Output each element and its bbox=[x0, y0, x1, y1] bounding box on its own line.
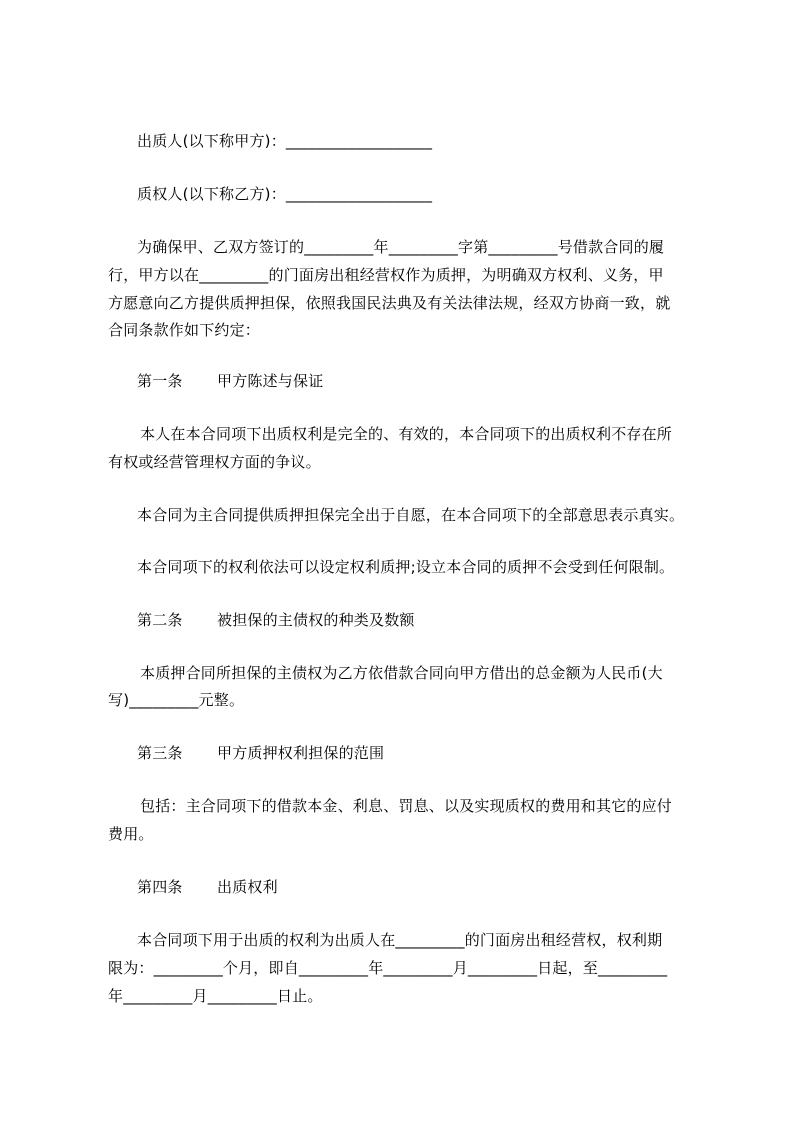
article-3-p1-line-2: 费用。 bbox=[108, 825, 154, 843]
article-4-heading bbox=[137, 877, 278, 897]
article-4-p1-line-1: 本合同项下用于出质的权利为出质人在_________的门面房出租经营权，权利期 bbox=[137, 931, 663, 949]
article-4-p1-line-3: 年_________月_________日止。 bbox=[108, 987, 323, 1005]
article-3-number: 第三条 bbox=[137, 744, 183, 762]
preamble-line-3: 方愿意向乙方提供质押担保，依照我国民法典及有关法律法规，经双方协商一致，就 bbox=[108, 294, 671, 312]
article-2-number: 第二条 bbox=[137, 611, 183, 629]
pledgee-line: 质权人(以下称乙方)：___________________ bbox=[137, 185, 433, 203]
article-1-number: 第一条 bbox=[137, 372, 183, 390]
article-2-p1-line-2: 写)_________元整。 bbox=[108, 691, 245, 709]
article-4-title: 出质权利 bbox=[217, 878, 278, 896]
article-4-p1-line-2: 限为：_________个月，即自_________年_________月_________日起，至_________ bbox=[108, 959, 668, 977]
article-1-p1-line-2: 有权或经营管理权方面的争议。 bbox=[108, 453, 321, 471]
article-2-heading bbox=[137, 610, 415, 630]
article-4-number: 第四条 bbox=[137, 878, 183, 896]
article-1-p3: 本合同项下的权利依法可以设定权利质押;设立本合同的质押不会受到任何限制。 bbox=[137, 558, 675, 576]
article-3-heading bbox=[137, 743, 384, 763]
preamble-line-4: 合同条款作如下约定： bbox=[108, 321, 261, 339]
article-1-title: 甲方陈述与保证 bbox=[217, 372, 324, 390]
article-1-p2: 本合同为主合同提供质押担保完全出于自愿，在本合同项下的全部意思表示真实。 bbox=[137, 506, 685, 524]
article-1-heading bbox=[137, 371, 323, 391]
article-1-p1-line-1: 本人在本合同项下出质权利是完全的、有效的，本合同项下的出质权利不存在所 bbox=[140, 425, 673, 443]
article-3-title: 甲方质押权利担保的范围 bbox=[217, 744, 385, 762]
article-2-title: 被担保的主债权的种类及数额 bbox=[217, 611, 415, 629]
pledgor-line: 出质人(以下称甲方)：___________________ bbox=[137, 132, 433, 150]
preamble-line-2: 行，甲方以在_________的门面房出租经营权作为质押，为明确双方权利、义务，甲 bbox=[108, 266, 664, 284]
preamble-line-1: 为确保甲、乙双方签订的_________年_________字第_________号借款合同的履 bbox=[137, 238, 665, 256]
article-3-p1-line-1: 包括：主合同项下的借款本金、利息、罚息、以及实现质权的费用和其它的应付 bbox=[140, 797, 673, 815]
article-2-p1-line-1: 本质押合同所担保的主债权为乙方依借款合同向甲方借出的总金额为人民币(大 bbox=[140, 664, 663, 682]
